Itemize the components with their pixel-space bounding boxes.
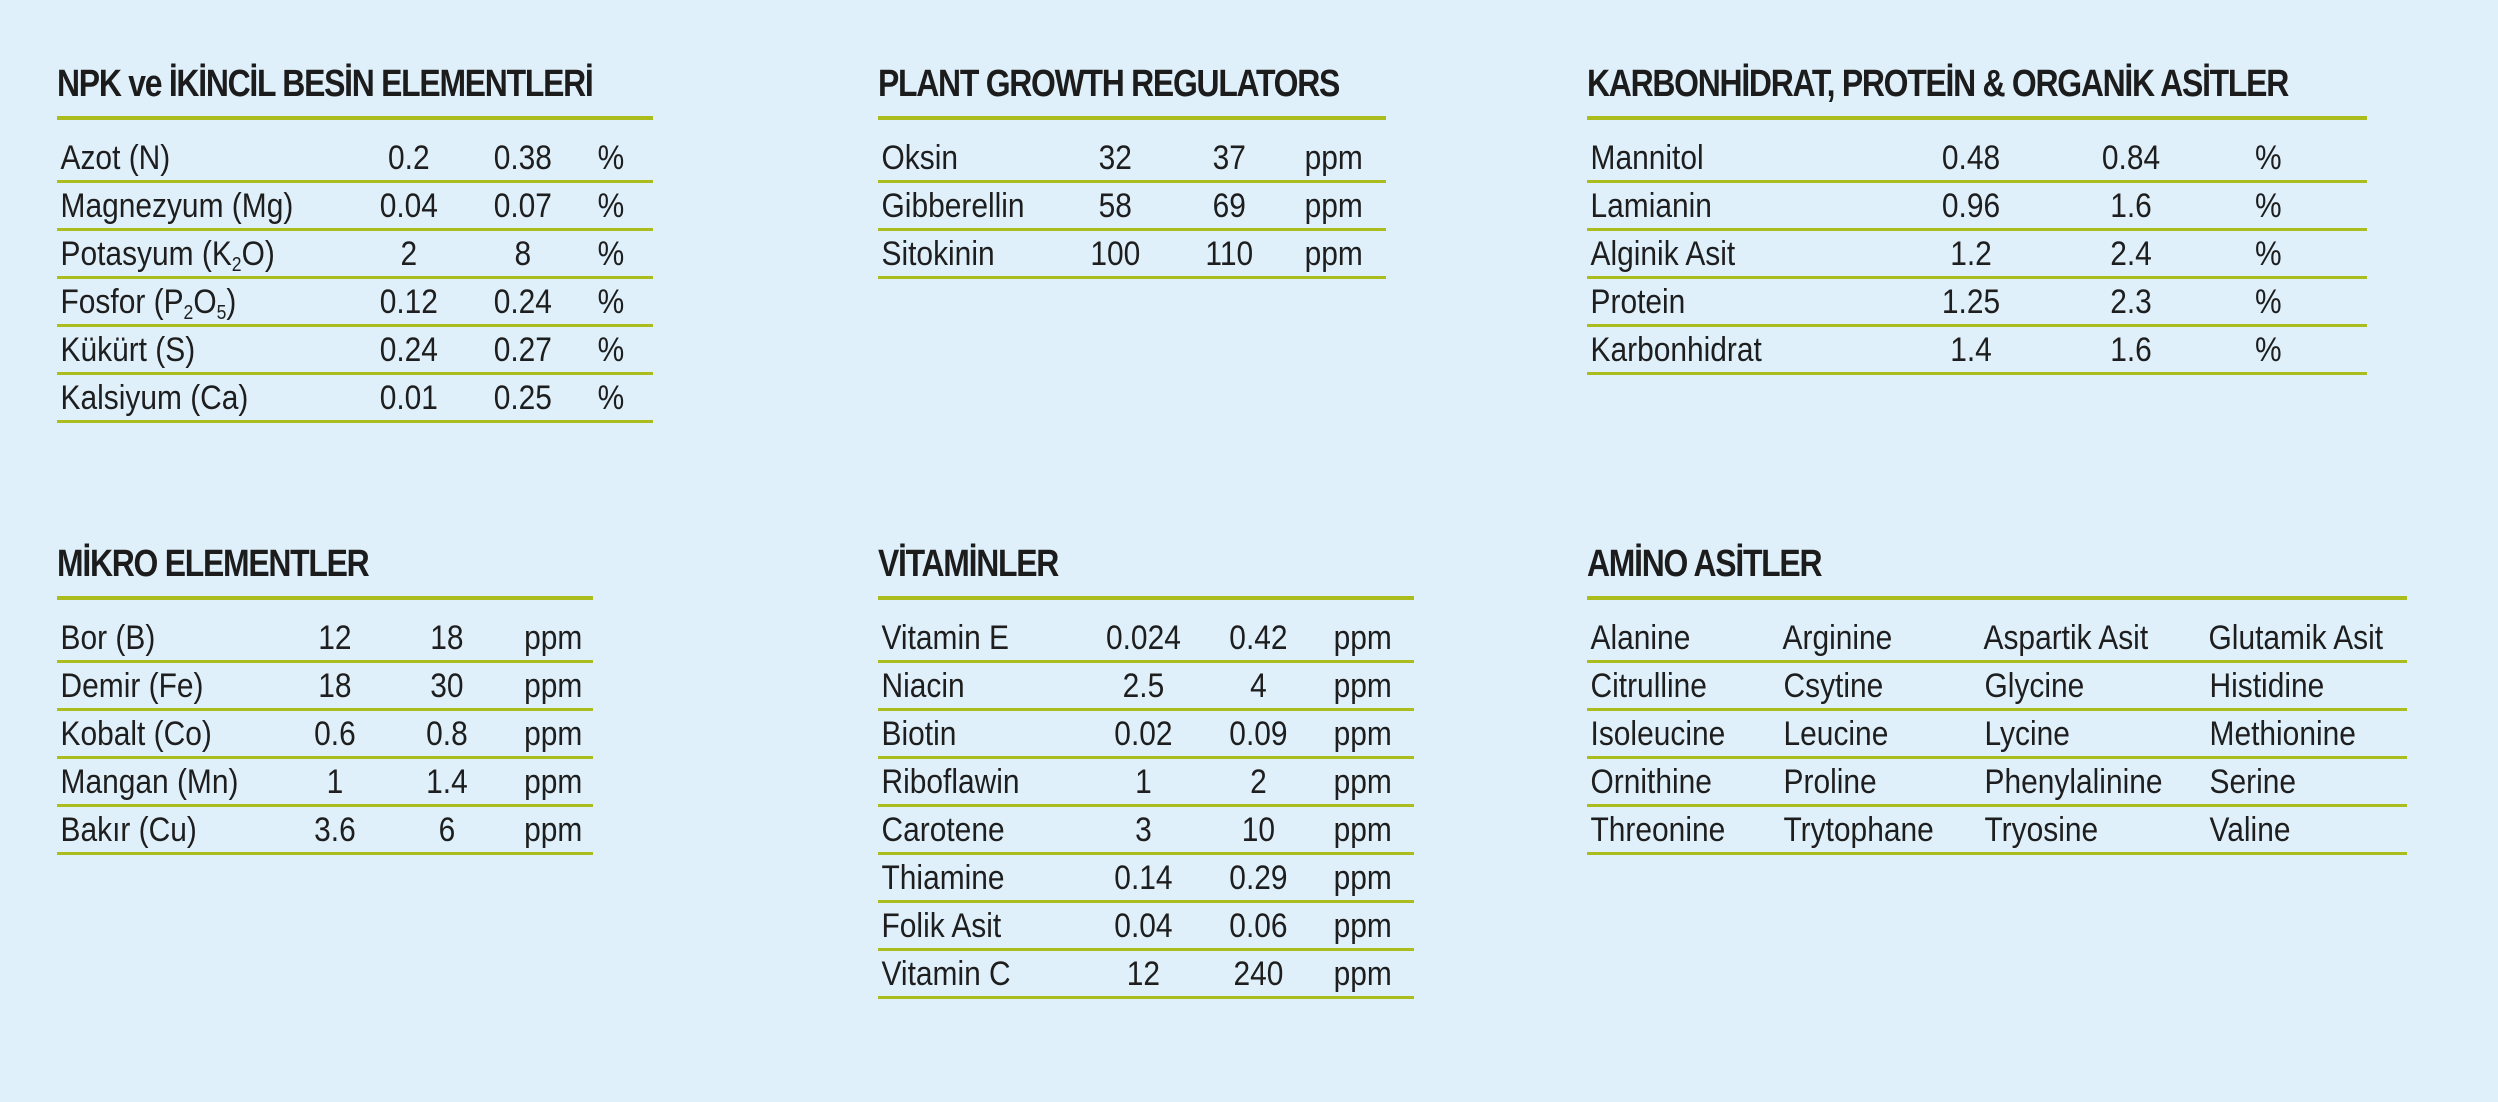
row-min: 3	[1135, 811, 1153, 849]
row-max: 0.24	[493, 283, 552, 321]
row-max: 110	[1205, 235, 1254, 273]
row-min: 12	[318, 619, 352, 657]
mikro-table	[57, 618, 593, 855]
row-max: 69	[1213, 187, 1247, 225]
row-min: 0.02	[1114, 715, 1173, 753]
row-unit: ppm	[1333, 955, 1392, 993]
table-row	[57, 711, 593, 759]
row-max: 0.09	[1229, 715, 1288, 753]
row-max: 0.07	[493, 187, 552, 225]
amino-cell: Trytophane	[1783, 811, 1934, 849]
table-row	[57, 759, 593, 807]
row-unit: ppm	[1304, 139, 1363, 177]
row-min: 0.24	[380, 331, 439, 369]
subscript: 2	[183, 302, 194, 324]
table-row	[1587, 711, 2407, 759]
row-min: 0.04	[380, 187, 439, 225]
row-min: 0.024	[1106, 619, 1182, 657]
title-divider	[57, 116, 653, 120]
table-row	[878, 807, 1414, 855]
table-row	[1587, 138, 2367, 183]
row-unit: ppm	[1333, 859, 1392, 897]
row-min: 2.5	[1123, 667, 1165, 705]
row-unit: %	[2255, 187, 2282, 225]
amino-table	[1587, 618, 2407, 855]
row-name: Vitamin C	[881, 955, 1011, 993]
table-row	[1587, 807, 2407, 855]
row-unit: %	[2255, 235, 2282, 273]
row-min: 0.12	[380, 283, 439, 321]
subscript: 5	[216, 302, 227, 324]
row-min: 2	[400, 235, 418, 273]
row-name: Kobalt (Co)	[60, 715, 212, 753]
row-min: 100	[1090, 235, 1141, 273]
row-min: 1.4	[1950, 331, 1992, 369]
row-unit: ppm	[1333, 667, 1392, 705]
row-max: 2.3	[2110, 283, 2152, 321]
name-text: O)	[241, 235, 275, 273]
row-min: 18	[318, 667, 352, 705]
amino-cell: Ornithine	[1590, 763, 1712, 801]
table-row	[1587, 279, 2367, 327]
row-name: Azot (N)	[60, 139, 171, 177]
row-max: 8	[514, 235, 532, 273]
row-min: 32	[1098, 139, 1132, 177]
table-row	[57, 375, 653, 423]
row-max: 2.4	[2110, 235, 2152, 273]
amino-cell: Histidine	[2209, 667, 2325, 705]
pgr-panel	[878, 62, 1386, 279]
row-name: Kükürt (S)	[60, 331, 196, 369]
row-unit: %	[2255, 139, 2282, 177]
row-max: 2	[1250, 763, 1268, 801]
row-unit: %	[597, 187, 624, 225]
row-name: Karbonhidrat	[1590, 331, 1762, 369]
row-max: 1.6	[2110, 331, 2152, 369]
amino-cell: Csytine	[1783, 667, 1884, 705]
row-max: 0.29	[1229, 859, 1288, 897]
row-unit: ppm	[1333, 619, 1392, 657]
row-name: Riboflawin	[881, 763, 1020, 801]
row-unit: %	[2255, 283, 2282, 321]
row-name: Alginik Asit	[1590, 235, 1736, 273]
row-max: 30	[430, 667, 464, 705]
row-min: 1	[326, 763, 344, 801]
row-name: Lamianin	[1590, 187, 1712, 225]
row-max: 10	[1242, 811, 1276, 849]
row-min: 0.2	[388, 139, 430, 177]
row-min: 1.2	[1950, 235, 1992, 273]
row-max: 0.84	[2101, 139, 2161, 177]
row-max: 0.42	[1229, 619, 1288, 657]
row-min: 0.6	[314, 715, 356, 753]
row-unit: ppm	[523, 811, 582, 849]
amino-cell: Proline	[1783, 763, 1877, 801]
title-divider	[878, 596, 1414, 600]
row-name: Folik Asit	[881, 907, 1002, 945]
amino-cell: Aspartik Asit	[1983, 619, 2148, 657]
row-name: Protein	[1590, 283, 1686, 321]
row-name: Demir (Fe)	[60, 667, 204, 705]
pgr-table	[878, 138, 1386, 279]
row-max: 0.25	[493, 379, 552, 417]
row-unit: ppm	[523, 715, 582, 753]
row-min: 0.48	[1941, 139, 2001, 177]
amino-cell: Valine	[2209, 811, 2291, 849]
row-min: 0.14	[1114, 859, 1173, 897]
table-row	[878, 951, 1414, 999]
row-unit: ppm	[1333, 811, 1392, 849]
amino-cell: Glycine	[1984, 667, 2085, 705]
table-row	[57, 327, 653, 375]
row-name: Thiamine	[881, 859, 1005, 897]
table-row	[1587, 663, 2407, 711]
row-unit: ppm	[1304, 187, 1363, 225]
row-min: 58	[1098, 187, 1132, 225]
row-min: 12	[1127, 955, 1161, 993]
row-name: Niacin	[881, 667, 965, 705]
row-max: 18	[430, 619, 464, 657]
table-row	[57, 663, 593, 711]
title-divider	[878, 116, 1386, 120]
karb-title: KARBONHİDRAT, PROTEİN & ORGANİK ASİTLER	[1587, 63, 2288, 105]
row-min: 3.6	[314, 811, 356, 849]
row-name: Bakır (Cu)	[60, 811, 197, 849]
table-row	[878, 138, 1386, 183]
row-max: 4	[1250, 667, 1268, 705]
row-unit: %	[597, 283, 624, 321]
row-name: Kalsiyum (Ca)	[60, 379, 249, 417]
amino-cell: Threonine	[1590, 811, 1726, 849]
row-unit: ppm	[1333, 763, 1392, 801]
row-unit: ppm	[1304, 235, 1363, 273]
table-row	[878, 663, 1414, 711]
row-min: 0.96	[1941, 187, 2001, 225]
row-max: 0.06	[1229, 907, 1288, 945]
name-text: )	[226, 283, 237, 321]
amino-cell: Lycine	[1984, 715, 2070, 753]
row-name	[57, 234, 317, 274]
table-row	[57, 183, 653, 231]
name-text: Fosfor (P	[60, 283, 184, 321]
table-row	[57, 807, 593, 855]
row-min: 0.04	[1114, 907, 1173, 945]
table-row	[57, 231, 653, 279]
amino-cell: Isoleucine	[1590, 715, 1726, 753]
row-unit: ppm	[1333, 715, 1392, 753]
row-min: 1	[1135, 763, 1153, 801]
amino-cell: Glutamik Asit	[2208, 619, 2383, 657]
table-row	[878, 231, 1386, 279]
mikro-panel	[57, 542, 593, 855]
table-row	[57, 279, 653, 327]
table-row	[878, 711, 1414, 759]
table-row	[57, 138, 653, 183]
title-divider	[57, 596, 593, 600]
vit-panel	[878, 542, 1414, 999]
row-name: Gibberellin	[881, 187, 1025, 225]
name-text: Potasyum (K	[60, 235, 232, 273]
amino-panel	[1587, 542, 2407, 855]
row-unit: %	[597, 235, 624, 273]
amino-cell: Leucine	[1783, 715, 1889, 753]
row-unit: %	[597, 139, 624, 177]
amino-cell: Arginine	[1782, 619, 1893, 657]
row-unit: %	[2255, 331, 2282, 369]
amino-cell: Tryosine	[1984, 811, 2098, 849]
npk-title: NPK ve İKİNCİL BESİN ELEMENTLERİ	[57, 63, 593, 105]
row-name	[57, 282, 317, 322]
row-name: Bor (B)	[60, 619, 156, 657]
row-unit: ppm	[523, 763, 582, 801]
table-row	[1587, 618, 2407, 663]
row-max: 1.4	[425, 763, 468, 801]
pgr-title: PLANT GROWTH REGULATORS	[878, 63, 1340, 105]
row-max: 0.27	[493, 331, 552, 369]
table-row	[878, 618, 1414, 663]
karb-panel	[1587, 62, 2367, 375]
row-min: 0.01	[380, 379, 439, 417]
karb-table	[1587, 138, 2367, 375]
row-name: Biotin	[881, 715, 957, 753]
amino-cell: Serine	[2209, 763, 2297, 801]
title-divider	[1587, 596, 2407, 600]
table-row	[1587, 327, 2367, 375]
row-unit: ppm	[523, 619, 582, 657]
mikro-title: MİKRO ELEMENTLER	[57, 543, 369, 585]
row-min: 1.25	[1941, 283, 2001, 321]
amino-cell: Citrulline	[1590, 667, 1707, 705]
amino-cell: Methionine	[2209, 715, 2357, 753]
row-name: Sitokinin	[881, 235, 995, 273]
npk-table	[57, 138, 653, 423]
row-name: Mangan (Mn)	[60, 763, 239, 801]
row-max: 0.8	[425, 715, 468, 753]
title-divider	[1587, 116, 2367, 120]
row-unit: %	[597, 379, 624, 417]
npk-panel	[57, 62, 653, 423]
vit-title: VİTAMİNLER	[878, 543, 1059, 585]
row-max: 1.6	[2110, 187, 2152, 225]
vit-table	[878, 618, 1414, 999]
row-max: 6	[438, 811, 456, 849]
table-row	[1587, 231, 2367, 279]
table-row	[878, 903, 1414, 951]
name-text: O	[193, 283, 217, 321]
row-name: Oksin	[881, 139, 959, 177]
row-max: 240	[1233, 955, 1284, 993]
row-max: 37	[1213, 139, 1247, 177]
amino-cell: Alanine	[1590, 619, 1691, 657]
table-row	[57, 618, 593, 663]
row-name: Carotene	[881, 811, 1005, 849]
table-row	[878, 855, 1414, 903]
row-max: 0.38	[493, 139, 552, 177]
amino-cell: Phenylalinine	[1984, 763, 2163, 801]
amino-title: AMİNO ASİTLER	[1587, 543, 1822, 585]
row-unit: %	[597, 331, 624, 369]
subscript: 2	[231, 254, 242, 276]
table-row	[1587, 759, 2407, 807]
table-row	[878, 759, 1414, 807]
row-unit: ppm	[523, 667, 582, 705]
table-row	[1587, 183, 2367, 231]
table-row	[878, 183, 1386, 231]
row-unit: ppm	[1333, 907, 1392, 945]
row-name: Magnezyum (Mg)	[60, 187, 294, 225]
row-name: Mannitol	[1590, 139, 1704, 177]
row-name: Vitamin E	[881, 619, 1010, 657]
